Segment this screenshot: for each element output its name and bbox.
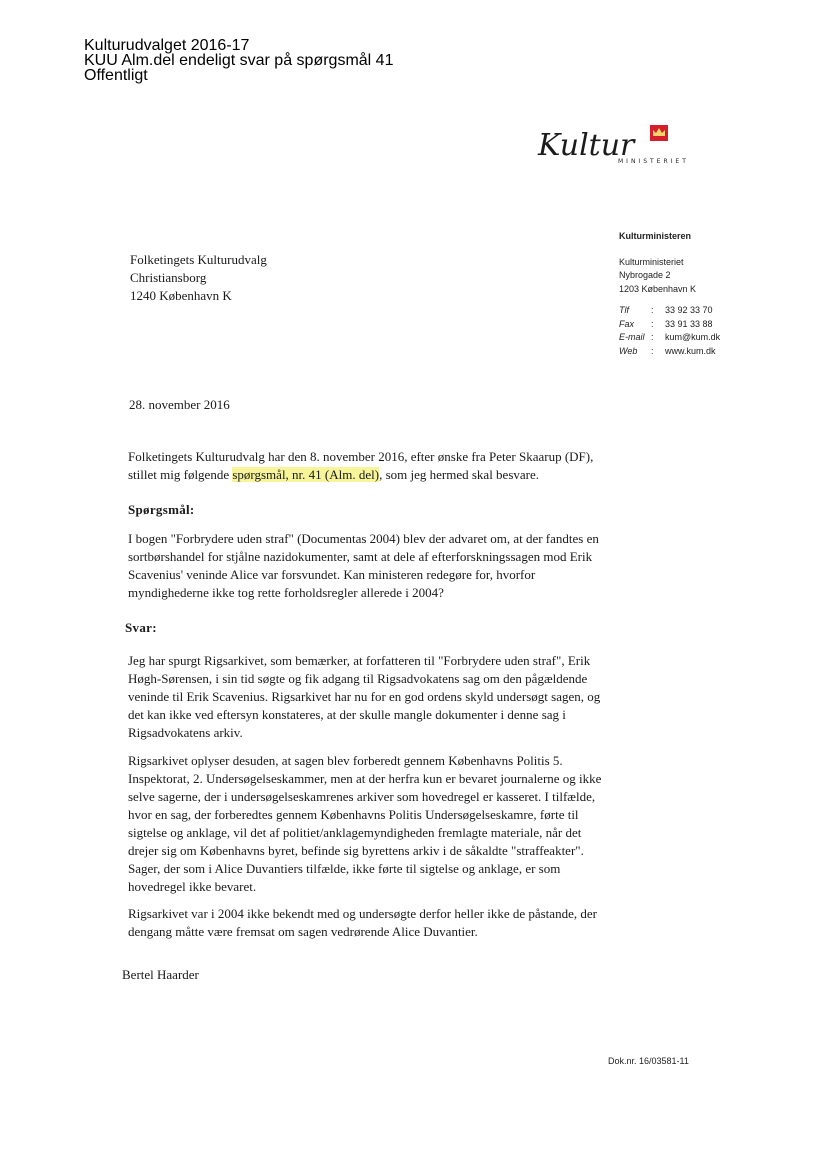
logo-wordmark: Kultur xyxy=(538,128,635,163)
logo-subtitle: MINISTERIET xyxy=(618,158,689,165)
sender-title: Kulturministeren xyxy=(619,231,692,241)
contact-value: www.kum.dk xyxy=(665,345,716,356)
contact-separator: : xyxy=(651,318,654,329)
recipient-name: Folketingets Kulturudvalg xyxy=(130,252,267,267)
contact-value: kum@kum.dk xyxy=(665,332,721,342)
intro-text-start: Folketingets Kulturudvalg har den 8. november 2016, efter ønske fra Peter Skaarup (DF), stillet mig følgende xyxy=(128,449,594,482)
contact-value: 33 91 33 88 xyxy=(665,318,713,329)
contact-label: Tlf xyxy=(619,305,629,315)
letter-date: 28. november 2016 xyxy=(129,397,230,412)
document-stamp xyxy=(84,38,393,83)
stamp-reference: KUU Alm.del endeligt svar på spørgsmål 41 xyxy=(84,52,394,69)
contact-separator: : xyxy=(651,305,654,315)
question-heading: Spørgsmål: xyxy=(128,502,195,517)
recipient-city: 1240 København K xyxy=(130,288,232,303)
signature: Bertel Haarder xyxy=(122,967,199,982)
contact-email xyxy=(619,331,720,345)
sender-block xyxy=(619,230,720,358)
stamp-committee: Kulturudvalget 2016-17 xyxy=(84,37,250,54)
recipient-address xyxy=(130,251,267,305)
answer-paragraph-1: Jeg har spurgt Rigsarkivet, som bemærker, at forfatteren til "Forbrydere uden straf", Erik Høgh-Sørensen, i sin tid søgte og fik adgang til Rigsadvokatens sag om den pågældende veninde til Erik Scavenius. Rigsarkivet har nu for en god ordens skyld undersøgt sagen, og det kan ikke ved eftersyn konstateres, at der skulle mangle dokumenter i denne sag i Rigsadvokatens arkiv. xyxy=(128,653,601,740)
contact-label: Web xyxy=(619,345,638,356)
question-paragraph: I bogen "Forbrydere uden straf" (Documentas 2004) blev der advaret om, at der fandtes en sortbørshandel for stjålne nazidokumenter, samt at dele af efterforskningssagen mod Erik Scavenius' veninde Alice var forsvundet. Kan ministeren redegøre for, hvorfor myndighederne ikke tog rette forholdsregler allerede i 2004? xyxy=(128,531,599,600)
contact-value: 33 92 33 70 xyxy=(665,305,713,315)
sender-org: Kulturministeriet xyxy=(619,256,684,267)
answer-paragraph-3: Rigsarkivet var i 2004 ikke bekendt med og undersøgte derfor heller ikke de påstande, der dengang måtte være fremsat om sagen vedrørende Alice Duvantier. xyxy=(128,906,597,939)
answer-heading: Svar: xyxy=(125,620,157,635)
recipient-building: Christiansborg xyxy=(130,270,207,285)
contact-label: E-mail xyxy=(619,332,645,342)
document-number: Dok.nr. 16/03581-11 xyxy=(608,1056,689,1066)
contact-phone xyxy=(619,304,720,318)
stamp-visibility: Offentligt xyxy=(84,67,148,84)
contact-list xyxy=(619,304,720,358)
ministry-logo xyxy=(536,123,708,171)
intro-paragraph xyxy=(128,448,608,484)
contact-separator: : xyxy=(651,332,654,342)
highlighted-reference: spørgsmål, nr. 41 (Alm. del) xyxy=(232,467,380,482)
contact-fax xyxy=(619,318,720,332)
crown-icon xyxy=(650,125,668,141)
sender-street: Nybrogade 2 xyxy=(619,270,671,280)
sender-city: 1203 København K xyxy=(619,283,697,294)
intro-text-end: , som jeg hermed skal besvare. xyxy=(379,467,540,482)
contact-web xyxy=(619,345,720,359)
contact-label: Fax xyxy=(619,318,635,329)
answer-paragraph-2: Rigsarkivet oplyser desuden, at sagen blev forberedt gennem Københavns Politis 5. Inspektorat, 2. Undersøgelseskammer, men at der herfra kun er bevaret journalerne og ikke selve sagerne, der i undersøgelseskamrenes arkiver som hovedregel er kasseret. I tilfælde, hvor en sag, der forberedtes gennem Københavns Politis Undersøgelseskamre, førte til sigtelse og anklage, vil det af politiet/anklagemyndigheden fremlagte materiale, når det drejer sig om Københavns byret, befinde sig byrettens arkiv i de såkaldte "straffeakter". Sager, der som i Alice Duvantiers tilfælde, ikke førte til sigtelse og anklage, er som hovedregel ikke bevaret. xyxy=(128,753,602,894)
contact-separator: : xyxy=(651,345,654,356)
